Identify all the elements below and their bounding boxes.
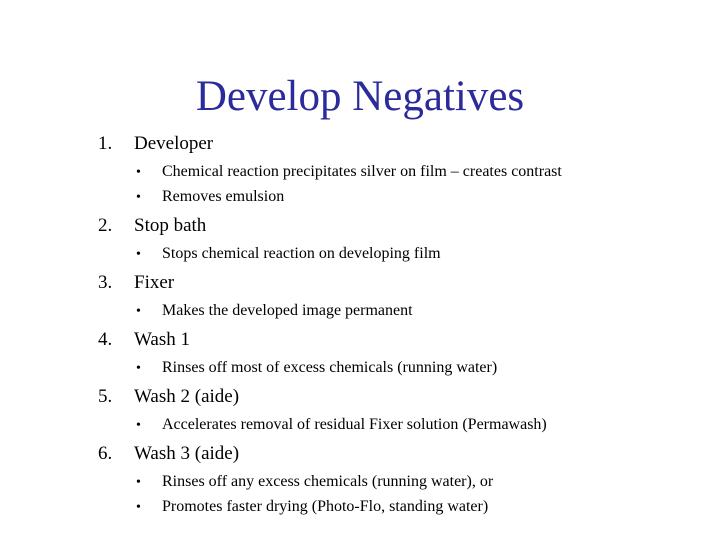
bullet-text: Promotes faster drying (Photo-Flo, standing water) <box>162 498 489 515</box>
bullet-icon: • <box>136 247 141 262</box>
bullet-icon: • <box>136 500 141 515</box>
bullet-text: Rinses off most of excess chemicals (running water) <box>162 359 498 376</box>
bullet-item <box>136 298 698 323</box>
step-item <box>98 440 698 519</box>
bullet-icon: • <box>136 165 141 180</box>
bullet-text: Chemical reaction precipitates silver on film – creates contrast <box>162 163 562 180</box>
bullet-item <box>136 184 698 209</box>
slide-title: Develop Negatives <box>195 73 525 120</box>
bullet-text: Rinses off any excess chemicals (running water), or <box>162 473 494 490</box>
step-label: Stop bath <box>134 215 207 236</box>
bullet-text: Removes emulsion <box>162 188 285 205</box>
step-number: 4. <box>98 329 113 350</box>
step-item <box>98 269 698 323</box>
bullet-icon: • <box>136 304 141 319</box>
step-item <box>98 130 698 209</box>
step-label: Wash 1 <box>134 329 190 350</box>
bullet-text: Stops chemical reaction on developing film <box>162 245 441 262</box>
step-number: 6. <box>98 443 113 464</box>
step-item <box>98 383 698 437</box>
steps-list <box>98 130 698 519</box>
bullet-list <box>136 355 698 380</box>
bullet-list <box>136 469 698 519</box>
bullet-text: Makes the developed image permanent <box>162 302 413 319</box>
bullet-item <box>136 159 698 184</box>
step-item <box>98 212 698 266</box>
step-label: Fixer <box>134 272 175 293</box>
bullet-list <box>136 412 698 437</box>
bullet-item <box>136 241 698 266</box>
bullet-item <box>136 412 698 437</box>
step-label: Developer <box>134 133 214 154</box>
bullet-icon: • <box>136 418 141 433</box>
bullet-list <box>136 298 698 323</box>
bullet-icon: • <box>136 475 141 490</box>
bullet-item <box>136 355 698 380</box>
step-label: Wash 2 (aide) <box>134 386 240 407</box>
bullet-item <box>136 494 698 519</box>
step-number: 5. <box>98 386 113 407</box>
bullet-icon: • <box>136 190 141 205</box>
step-label: Wash 3 (aide) <box>134 443 240 464</box>
step-number: 3. <box>98 272 113 293</box>
bullet-text: Accelerates removal of residual Fixer solution (Permawash) <box>162 416 547 433</box>
bullet-item <box>136 469 698 494</box>
bullet-list <box>136 241 698 266</box>
step-number: 1. <box>98 133 113 154</box>
bullet-icon: • <box>136 361 141 376</box>
step-number: 2. <box>98 215 113 236</box>
bullet-list <box>136 159 698 209</box>
step-item <box>98 326 698 380</box>
